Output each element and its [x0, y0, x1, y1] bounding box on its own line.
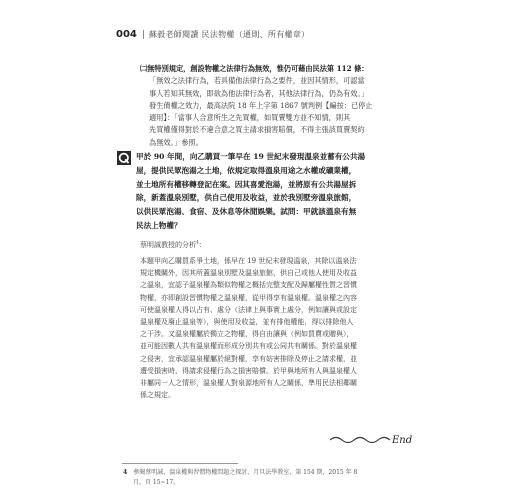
page-header [116, 27, 309, 41]
answer-line: 係之規定。 [140, 391, 175, 400]
footnote-reference[interactable]: 4 [196, 240, 199, 246]
footnote [123, 468, 413, 488]
question-line: 並土地所有權移轉登記在案。因其喜愛泡湯，並將原有公共湯屋拆 [136, 179, 357, 189]
answer-line: 遭受損害時，得請求侵權行為之損害賠償。於甲與地所有人與溫泉權人 [140, 366, 357, 375]
footnote-text: 參閱蔡明誠，溫泉權與習慣物權問題之探討，月旦法學教室，第 154 期，2015 年 8 [133, 469, 358, 476]
question-text [136, 150, 414, 233]
answer-line: 之溫泉，宜認子溫泉權為類似物權之概括完整支配及歸屬權性質之習慣 [140, 281, 357, 290]
section-2-line: 為無效。」參照。 [149, 137, 203, 147]
answer-line: 可使溫泉權人得以占有、處分（法律上與事實上處分，例如讓與或設定 [140, 305, 357, 314]
question-line: 除，新蓋溫泉別墅，供自己使用及收益，並於我別墅旁溫泉旅館， [136, 193, 357, 203]
answer-line: 規定機關外，因其所蓋溫泉別墅及溫泉旅館，供自己或他人使用及收益 [140, 269, 357, 278]
answer-line: 之干涉。又溫泉權屬於獨立之物權，得自由讓與（例如買賣或贈與）， [140, 330, 354, 339]
section-2-paragraph [140, 63, 412, 149]
section-2-heading: ㈡無特別規定，創設物權之法律行為無效，惟仍可藉由民法第 112 條： [140, 64, 369, 73]
answer-line: 物權，亦即創設習慣物權之溫泉權，從甲得享有溫泉權。溫泉權之內容 [140, 293, 357, 302]
running-title: 蘇毅老師閱讀 民法物權（通則、所有權章） [148, 29, 310, 39]
question-line: 民法上物權？ [136, 220, 182, 230]
author-suffix: ： [198, 241, 206, 249]
section-2-line: 事人若知其無效，即欲為他法律行為者，其他法律行為，仍為有效。」 [149, 88, 369, 98]
header-divider [143, 30, 144, 39]
section-2-line: 適用】：「當事人合意所生之先買權，如買賣雙方並不知情，則其 [149, 113, 351, 123]
answer-line: 本題甲向乙購買系爭土地，係早在 19 世紀末發現溫泉，其除以溫泉法 [140, 257, 357, 265]
end-label: End [392, 435, 413, 446]
answer-line: 之侵害，宜承認溫泉權屬於絕對權，享有妨害排除及停止之請求權，並 [140, 354, 357, 363]
section-2-line: 先買權僅得對於不違合意之買主請求損害賠償，不得主張該買賣契約 [149, 125, 365, 135]
author-attribution [140, 240, 206, 250]
answer-text [140, 255, 412, 401]
question-line: 屋，提供民眾泡湯之土地，依規定取得溫泉用途之水權或礦業權， [136, 165, 357, 175]
author-name: 蔡明誠教授的分析 [140, 241, 196, 249]
section-2-line: 發生債權之效力，最高法院 18 年上字第 1867 號判例【編按：已停止 [149, 100, 373, 110]
footnote-number: 4 [123, 469, 128, 476]
question-line: 甲於 90 年間，向乙購買一筆早在 19 世紀末發現溫泉並蓄有公共湯 [136, 152, 366, 161]
footnote-line-1 [123, 468, 413, 478]
answer-line: 非屬同一人之情形，溫泉權人對泉源地所有人之關係，準用民法相鄰關 [140, 379, 357, 388]
page-number: 004 [116, 28, 137, 40]
question-line: 以供民眾泡湯、食宿、及休息等休閒娛樂。試問：甲就該溫泉有無 [136, 207, 357, 217]
answer-line: 並可能因數人共有溫泉權而形成分別共有或公同共有關係。對於溫泉權 [140, 342, 357, 351]
answer-line: 溫泉權及廢止溫泉等），與使用及收益，並有排他權能，得以排除他人 [140, 318, 354, 327]
section-2-line: 「無效之法律行為，若具備他法律行為之要件，並因其情形，可認當 [149, 76, 365, 86]
footnote-divider [122, 463, 238, 464]
end-mark [330, 432, 414, 448]
footnote-line-2: 月，頁 15~17。 [133, 479, 180, 486]
question-icon [117, 151, 131, 165]
